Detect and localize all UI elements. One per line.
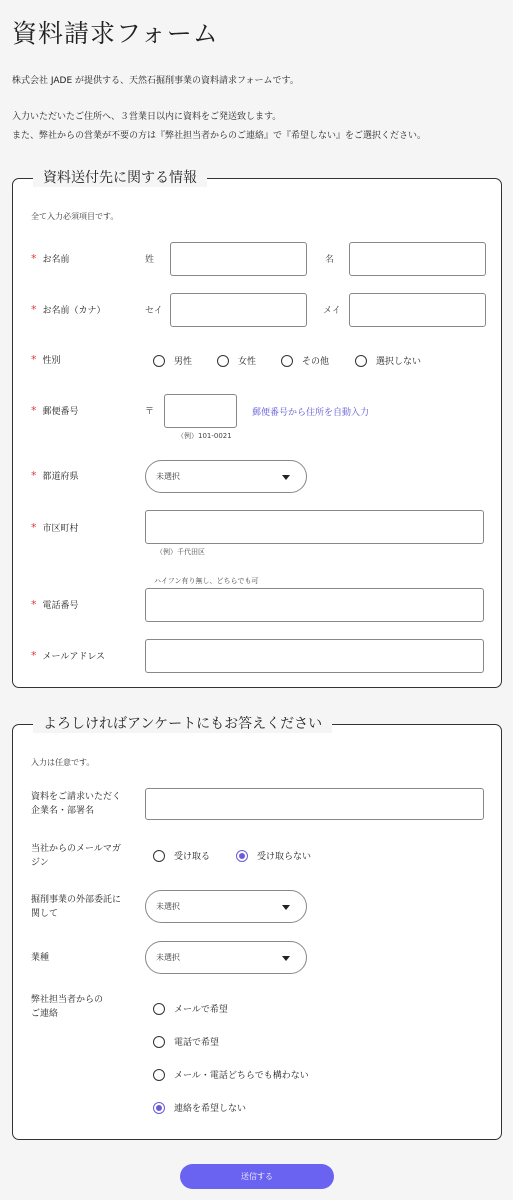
gender-radio-other[interactable]: その他 — [281, 354, 329, 367]
radio-circle — [153, 850, 165, 862]
sei-label: 姓 — [145, 255, 155, 265]
email-input[interactable] — [145, 639, 484, 673]
phone-input[interactable] — [145, 588, 484, 622]
phone-hint: ハイフン有り無し、どちらでも可 — [154, 577, 259, 585]
intro-text-2: 入力いただいたご住所へ、３営業日以内に資料をご発送致します。 — [12, 112, 282, 122]
city-hint: （例）千代田区 — [156, 548, 205, 556]
radio-circle — [355, 355, 367, 367]
gender-radio-none[interactable]: 選択しない — [355, 354, 421, 367]
radio-circle-selected — [153, 1102, 165, 1114]
radio-circle — [153, 355, 165, 367]
section-shipping-info — [12, 170, 502, 688]
contact-label: 弊社担当者からの ご連絡 — [31, 995, 104, 1019]
magazine-label: 当社からのメールマガ ジン — [31, 844, 121, 868]
radio-circle — [153, 1069, 165, 1081]
radio-circle — [281, 355, 293, 367]
postal-autofill-link[interactable]: 郵便番号から住所を自動入力 — [252, 408, 370, 418]
name-label: * お名前 — [31, 252, 70, 265]
contact-radio-either[interactable]: メール・電話どちらでも構わない — [153, 1068, 309, 1081]
first-name-input[interactable] — [349, 242, 486, 276]
intro-text-3: また、弊社からの営業が不要の方は『弊社担当者からのご連絡』で『希望しない』をご選択ください。 — [12, 131, 427, 141]
section-shipping-legend: 資料送付先に関する情報 — [33, 169, 207, 187]
city-input[interactable] — [145, 510, 484, 544]
required-mark: * — [31, 252, 37, 265]
mei-label: 名 — [325, 255, 335, 265]
contact-radio-email[interactable]: メールで希望 — [153, 1002, 228, 1015]
postal-mark: 〒 — [145, 407, 155, 417]
radio-circle-selected — [236, 850, 248, 862]
sei-kana-label: セイ — [145, 306, 163, 316]
radio-circle — [153, 1003, 165, 1015]
magazine-radio-receive[interactable]: 受け取る — [153, 849, 210, 862]
last-name-input[interactable] — [170, 242, 307, 276]
prefecture-label: * 都道府県 — [31, 469, 79, 482]
postal-label: * 郵便番号 — [31, 404, 79, 417]
intro-text-1: 株式会社 JADE が提供する、天然石掘削事業の資料請求フォームです。 — [12, 76, 299, 86]
section-survey-legend: よろしければアンケートにもお答えください — [33, 715, 332, 733]
phone-label: * 電話番号 — [31, 598, 79, 611]
first-name-kana-input[interactable] — [349, 293, 486, 327]
email-label: * メールアドレス — [31, 649, 106, 662]
postal-code-input[interactable] — [164, 394, 237, 428]
last-name-kana-input[interactable] — [170, 293, 307, 327]
chevron-down-icon — [282, 475, 290, 480]
page-title: 資料請求フォーム — [12, 19, 219, 48]
submit-button[interactable]: 送信する — [180, 1164, 334, 1189]
radio-circle — [153, 1036, 165, 1048]
optional-note: 入力は任意です。 — [31, 758, 95, 767]
prefecture-select[interactable]: 未選択 — [145, 460, 307, 493]
industry-select[interactable]: 未選択 — [145, 941, 307, 974]
chevron-down-icon — [282, 956, 290, 961]
company-input[interactable] — [145, 788, 484, 820]
required-note: 全て入力必須項目です。 — [31, 212, 119, 221]
city-label: * 市区町村 — [31, 521, 79, 534]
company-label: 資料をご請求いただく 企業名・部署名 — [31, 792, 122, 816]
radio-circle — [217, 355, 229, 367]
contact-radio-none[interactable]: 連絡を希望しない — [153, 1101, 246, 1114]
gender-label: * 性別 — [31, 353, 61, 366]
outsource-label: 掘削事業の外部委託に 関して — [31, 895, 122, 919]
magazine-radio-decline[interactable]: 受け取らない — [236, 849, 311, 862]
chevron-down-icon — [282, 905, 290, 910]
gender-radio-female[interactable]: 女性 — [217, 354, 256, 367]
gender-radio-male[interactable]: 男性 — [153, 354, 192, 367]
section-survey — [12, 716, 502, 1140]
outsource-select[interactable]: 未選択 — [145, 890, 307, 923]
industry-label: 業種 — [31, 953, 50, 963]
mei-kana-label: メイ — [323, 306, 341, 316]
kana-label: * お名前（カナ） — [31, 303, 106, 316]
contact-radio-phone[interactable]: 電話で希望 — [153, 1035, 219, 1048]
postal-hint: （例）101-0021 — [177, 432, 232, 440]
